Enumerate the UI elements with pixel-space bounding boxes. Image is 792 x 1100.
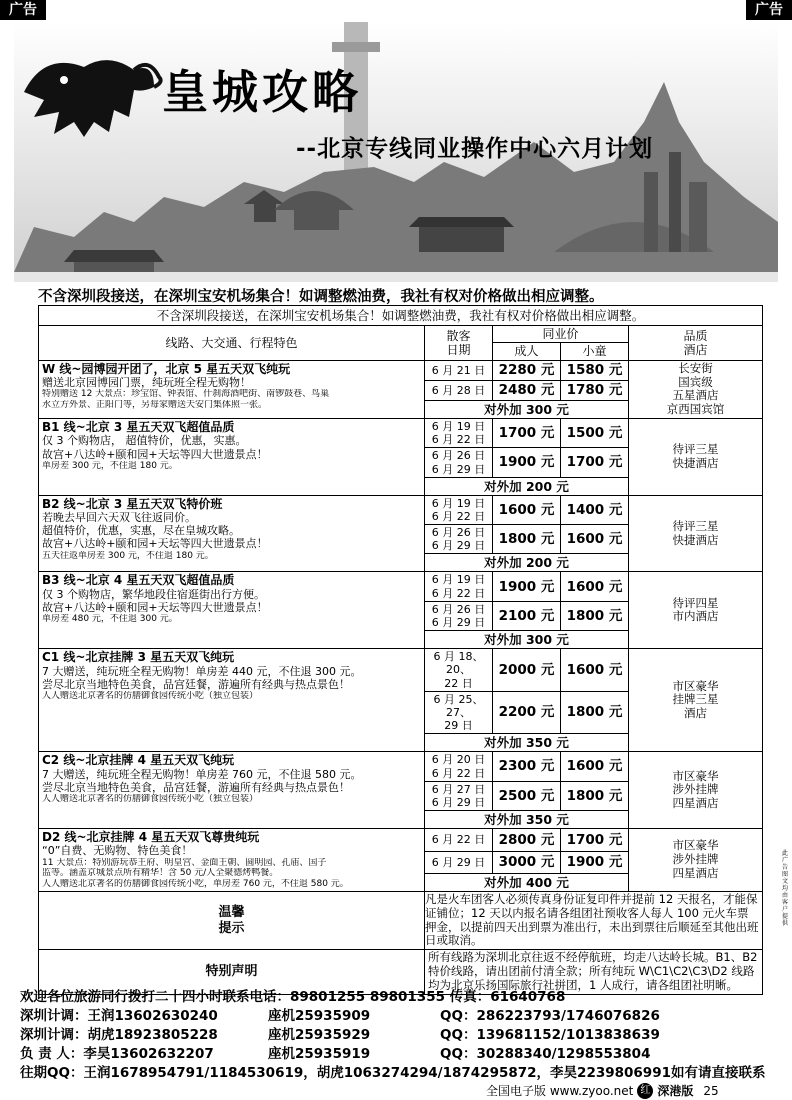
past-qq-line: 往期QQ：王润1678954791/1184530619，胡虎1063274294/1874295872，李昊2239806991如有请直接联系	[20, 1065, 766, 1081]
route-feature: 尝尽北京当地特色美食，品宫廷餐，游遍所有经典与热点景色！	[42, 780, 350, 794]
contact-row	[20, 1023, 780, 1042]
side-note: 此广告图文均由客户提供	[782, 850, 789, 927]
route-title: C2 线~北京挂牌 4 星五天双飞纯玩	[42, 753, 235, 768]
departure-dates: 6 月 21 日	[425, 360, 493, 380]
header-hotel: 品质 酒店	[629, 326, 763, 361]
contact-block	[20, 985, 780, 1080]
extra-charge: 对外加 350 元	[425, 734, 629, 752]
route-price-row	[39, 418, 763, 447]
hotel-grade: 市区豪华 涉外挂牌 四星酒店	[629, 829, 763, 892]
child-price: 1600 元	[561, 752, 629, 781]
route-feature: “0”自费、无购物、特色美食！	[42, 844, 193, 858]
adult-price: 2300 元	[493, 752, 561, 781]
route-feature: 故宫+八达岭+颐和园+天坛等四大世遗景点！	[42, 447, 268, 461]
route-feature: 赠送北京园博园门票，纯玩班全程无购物！	[42, 376, 251, 390]
header-route: 线路、大交通、行程特色	[39, 326, 425, 361]
child-price: 1600 元	[561, 572, 629, 601]
ad-tag-right: 广告	[746, 0, 792, 20]
contact-name: 深圳计调：王润13602630240	[20, 1008, 218, 1024]
departure-dates: 6 月 29 日	[425, 851, 493, 873]
main-notice: 不含深圳段接送，在深圳宝安机场集合！如调整燃油费，我社有权对价格做出相应调整。	[38, 289, 604, 305]
route-description	[39, 418, 425, 495]
departure-dates: 6 月 19 日 6 月 22 日	[425, 418, 493, 447]
departure-dates: 6 月 20 日 6 月 22 日	[425, 752, 493, 781]
route-price-row	[39, 360, 763, 380]
route-feature: 7 大赠送，纯玩班全程无购物！单房差 760 元，不住退 580 元。	[42, 767, 362, 781]
route-note: 五天往返单房差 300 元，不住退 180 元。	[42, 550, 214, 561]
adult-price: 2800 元	[493, 829, 561, 851]
child-price: 1600 元	[561, 649, 629, 692]
child-price: 1700 元	[561, 448, 629, 477]
contact-landline: 座机25935909	[268, 1008, 371, 1024]
extra-charge: 对外加 200 元	[425, 477, 629, 495]
route-note: 单房差 300 元，不住退 180 元。	[42, 460, 178, 471]
header-dates: 散客 日期	[425, 326, 493, 361]
statement-label: 特别声明	[39, 950, 425, 994]
route-feature: 故宫+八达岭+颐和园+天坛等四大世遗景点！	[42, 537, 268, 551]
route-title: D2 线~北京挂牌 4 星五天双飞尊贵纯玩	[42, 830, 260, 845]
adult-price: 1700 元	[493, 418, 561, 447]
route-price-row	[39, 495, 763, 524]
footer-edition: 深港版	[657, 1084, 694, 1098]
route-note: 11 大景点：特别游玩恭王府、明皇宫、金面王朝、圆明园、孔庙、国子	[42, 857, 327, 868]
child-price: 1800 元	[561, 601, 629, 630]
route-description	[39, 495, 425, 572]
child-price: 1800 元	[561, 691, 629, 734]
route-description	[39, 752, 425, 829]
route-note: 水立方外景、正阳门等，另每家赠送天安门集体照一张。	[42, 400, 268, 411]
route-feature: 7 大赠送，纯玩班全程无购物！单房差 440 元，不住退 300 元。	[42, 664, 362, 678]
contact-qq: QQ：139681152/1013838639	[440, 1027, 660, 1043]
edition-badge-icon: 红	[637, 1083, 653, 1099]
extra-charge: 对外加 300 元	[425, 631, 629, 649]
header-price: 同业价	[493, 326, 629, 343]
header-adult: 成人	[493, 343, 561, 360]
child-price: 1700 元	[561, 829, 629, 851]
departure-dates: 6 月 26 日 6 月 29 日	[425, 448, 493, 477]
reminder-label: 温馨 提示	[39, 892, 425, 950]
route-description	[39, 360, 425, 418]
route-feature: 若晚去早回六天双飞往返同价。	[42, 511, 196, 525]
adult-price: 2100 元	[493, 601, 561, 630]
ad-tag-left: 广告	[0, 0, 46, 20]
departure-dates: 6 月 28 日	[425, 380, 493, 400]
extra-charge: 对外加 400 元	[425, 874, 629, 892]
child-price: 1500 元	[561, 418, 629, 447]
hotline-line: 欢迎各位旅游同行拨打二十四小时联系电话：89801255 89801355 传真：61640768	[20, 989, 566, 1005]
hotel-grade: 待评三星 快捷酒店	[629, 418, 763, 495]
departure-dates: 6 月 18、20、 22 日	[425, 649, 493, 692]
route-feature: 超值特价，优惠，实惠，尽在皇城攻略。	[42, 524, 240, 538]
page-title: 皇城攻略	[162, 65, 362, 119]
departure-dates: 6 月 27 日 6 月 29 日	[425, 781, 493, 810]
extra-charge: 对外加 200 元	[425, 554, 629, 572]
departure-dates: 6 月 19 日 6 月 22 日	[425, 572, 493, 601]
child-price: 1900 元	[561, 851, 629, 873]
route-note: 人人赠送北京著名的仿膳御食园传统小吃，单房差 760 元，不住退 580 元。	[42, 879, 349, 890]
child-price: 1600 元	[561, 525, 629, 554]
route-title: B3 线~北京 4 星五天双飞超值品质	[42, 573, 235, 588]
route-note: 人人赠送北京著名的仿膳御食园传统小吃（独立包装）	[42, 690, 259, 701]
adult-price: 2200 元	[493, 691, 561, 734]
footer-site: 全国电子版 www.zyoo.net	[486, 1084, 634, 1098]
page-subtitle: --北京专线同业操作中心六月计划	[296, 136, 654, 162]
adult-price: 3000 元	[493, 851, 561, 873]
header-child: 小童	[561, 343, 629, 360]
route-price-row	[39, 752, 763, 781]
route-feature: 仅 3 个购物店， 超值特价，优惠，实惠。	[42, 434, 247, 448]
route-note: 单房差 480 元，不住退 300 元。	[42, 614, 178, 625]
adult-price: 1900 元	[493, 572, 561, 601]
route-description	[39, 572, 425, 649]
route-title: B2 线~北京 3 星五天双飞特价班	[42, 496, 223, 511]
contact-name: 深圳计调：胡虎18923805228	[20, 1027, 218, 1043]
hotel-grade: 待评四星 市内酒店	[629, 572, 763, 649]
route-title: C1 线~北京挂牌 3 星五天双飞纯玩	[42, 650, 235, 665]
page-footer	[486, 1082, 719, 1099]
adult-price: 1800 元	[493, 525, 561, 554]
adult-price: 2280 元	[493, 360, 561, 380]
child-price: 1800 元	[561, 781, 629, 810]
route-feature: 仅 3 个购物店，繁华地段住宿逛街出行方便。	[42, 587, 265, 601]
route-feature: 尝尽北京当地特色美食，品宫廷餐，游遍所有经典与热点景色！	[42, 677, 350, 691]
departure-dates: 6 月 26 日 6 月 29 日	[425, 601, 493, 630]
adult-price: 1900 元	[493, 448, 561, 477]
table-notice: 不含深圳段接送，在深圳宝安机场集合！如调整燃油费，我社有权对价格做出相应调整。	[39, 306, 763, 326]
hotel-grade: 长安街 国宾级 五星酒店 京西国宾馆	[629, 360, 763, 418]
contact-name: 负 责 人：李昊13602632207	[20, 1046, 214, 1062]
adult-price: 2480 元	[493, 380, 561, 400]
statement-text: 所有线路为深圳北京往返不经停航班，均走八达岭长城。B1、B2 特价线路，请出团前付清全款；所有纯玩 W\C1\C2\C3\D2 线路均为北京乐扬国际旅行社拼团，1 人成行，请各组团社明晰。	[425, 950, 763, 994]
departure-dates: 6 月 22 日	[425, 829, 493, 851]
contact-row	[20, 1042, 780, 1061]
hotel-grade: 市区豪华 挂牌三星 酒店	[629, 649, 763, 752]
route-price-row	[39, 572, 763, 601]
route-feature: 故宫+八达岭+颐和园+天坛等四大世遗景点！	[42, 601, 268, 615]
extra-charge: 对外加 300 元	[425, 400, 629, 418]
page-number: 25	[703, 1083, 719, 1098]
departure-dates: 6 月 25、27、 29 日	[425, 691, 493, 734]
departure-dates: 6 月 19 日 6 月 22 日	[425, 495, 493, 524]
route-note: 监等。涵盖京城景点所有精华！含 50 元/人全聚德烤鸭餐。	[42, 868, 279, 879]
route-note: 特别赠送 12 大景点：珍宝馆、钟表馆、什刹海酒吧街、南锣鼓巷、鸟巢	[42, 389, 330, 400]
child-price: 1780 元	[561, 380, 629, 400]
contact-landline: 座机25935929	[268, 1027, 371, 1043]
contact-qq: QQ：286223793/1746076826	[440, 1008, 660, 1024]
route-price-row	[39, 829, 763, 851]
price-table	[38, 305, 763, 995]
route-description	[39, 829, 425, 892]
adult-price: 1600 元	[493, 495, 561, 524]
departure-dates: 6 月 26 日 6 月 29 日	[425, 525, 493, 554]
hotel-grade: 待评三星 快捷酒店	[629, 495, 763, 572]
child-price: 1580 元	[561, 360, 629, 380]
extra-charge: 对外加 350 元	[425, 811, 629, 829]
contact-row	[20, 1004, 780, 1023]
reminder-text: 凡是火车团客人必须传真身份证复印件并提前 12 天报名，才能保证铺位；12 天以内报名请各组团社预收客人每人 100 元火车票押金，以提前四天出到票为准出行，未出到票往后顺延至其他出班日或取消。	[425, 892, 763, 950]
contact-landline: 座机25935919	[268, 1046, 371, 1062]
contact-qq: QQ：30288340/1298553804	[440, 1046, 651, 1062]
route-description	[39, 649, 425, 752]
adult-price: 2000 元	[493, 649, 561, 692]
adult-price: 2500 元	[493, 781, 561, 810]
hotel-grade: 市区豪华 涉外挂牌 四星酒店	[629, 752, 763, 829]
route-title: W 线~园博园开团了，北京 5 星五天双飞纯玩	[42, 361, 291, 376]
route-title: B1 线~北京 3 星五天双飞超值品质	[42, 419, 235, 434]
child-price: 1400 元	[561, 495, 629, 524]
route-note: 人人赠送北京著名的仿膳御食园传统小吃（独立包装）	[42, 794, 259, 805]
route-price-row	[39, 649, 763, 692]
